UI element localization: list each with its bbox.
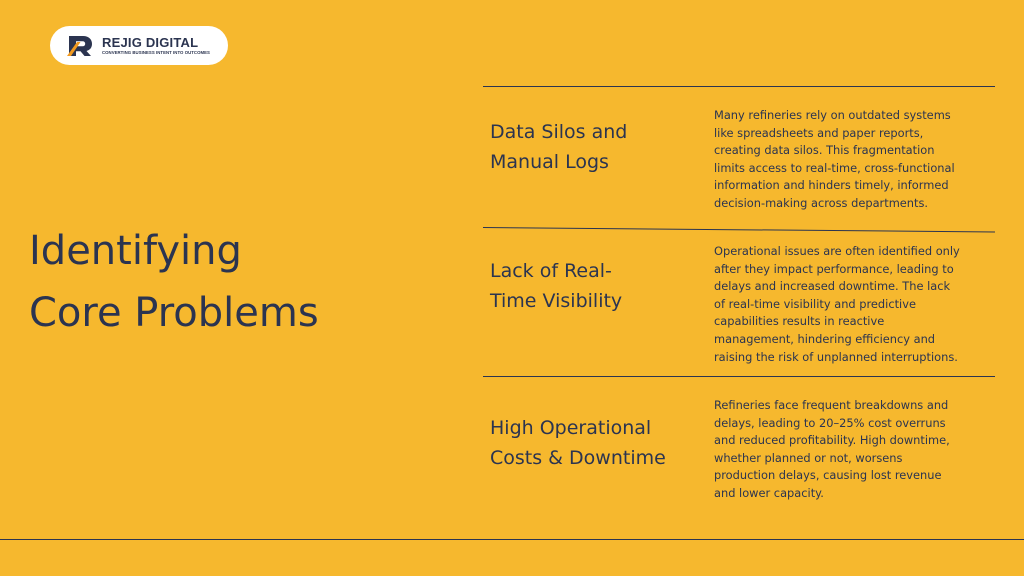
divider-bottom [0,539,1024,540]
problem-description-costs [714,397,1004,503]
description-line: Many refineries rely on outdated systems [714,108,951,122]
logo-tagline: CONVERTING BUSINESS INTENT INTO OUTCOMES [102,49,210,55]
description-line: whether planned or not, worsens [714,450,903,465]
description-line: decision-making across departments. [714,195,929,210]
description-line: and reduced profitability. High downtime, [714,433,950,448]
problem-heading-line: Time Visibility [490,290,623,312]
problem-description-data-silos [714,107,1004,213]
page-title-line-2: Core Problems [29,290,319,336]
description-line: and lower capacity. [714,485,824,500]
description-line: delays and increased downtime. The lack [714,279,951,294]
description-line: creating data silos. This fragmentation [714,143,935,158]
description-line: Operational issues are often identified only [714,244,960,258]
problem-heading-data-silos [490,117,705,177]
problem-heading-line: Manual Logs [490,151,609,173]
page-title-line-1: Identifying [29,228,242,274]
divider-2 [483,376,995,377]
logo-text [102,36,210,56]
description-line: information and hinders timely, informed [714,178,949,193]
description-line: production delays, causing lost revenue [714,468,942,483]
description-line: capabilities results in reactive [714,314,885,329]
problem-heading-line: Data Silos and [490,121,628,143]
rd-monogram-icon [66,34,96,58]
description-line: after they impact performance, leading to [714,261,954,276]
problem-heading-costs [490,413,705,473]
problem-heading-visibility [490,256,705,316]
description-line: delays, leading to 20–25% cost overruns [714,415,946,430]
description-line: management, hindering efficiency and [714,331,936,346]
description-line: limits access to real-time, cross-functional [714,160,955,175]
problem-description-visibility [714,243,1004,366]
divider-1 [483,227,995,232]
logo-brand: REJIG DIGITAL [102,34,199,50]
problem-heading-line: Lack of Real- [490,260,612,282]
divider-top [483,86,995,87]
description-line: like spreadsheets and paper reports, [714,125,924,140]
problem-heading-line: Costs & Downtime [490,447,666,469]
logo [50,26,228,65]
description-line: raising the risk of unplanned interruptions. [714,349,958,364]
page-title [29,220,449,344]
problem-heading-line: High Operational [490,417,652,439]
description-line: of real-time visibility and predictive [714,296,916,311]
description-line: Refineries face frequent breakdowns and [714,398,949,412]
